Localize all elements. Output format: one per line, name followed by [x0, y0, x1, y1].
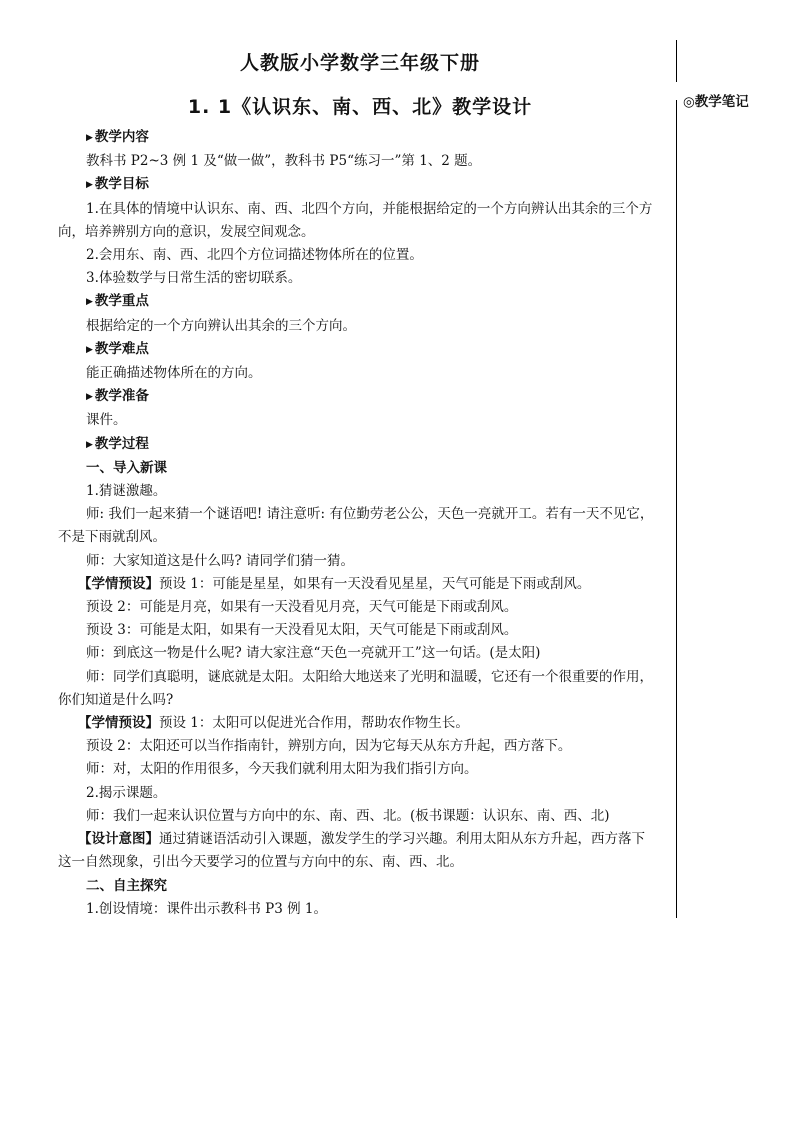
preset-line-3: 预设 3：可能是太阳，如果有一天没看见太阳，天气可能是下雨或刮风。 — [86, 622, 518, 639]
heading-process: ▶ 教学过程 — [86, 433, 672, 457]
heading-goals: ▶ 教学目标 — [86, 173, 672, 197]
preparation-text: 课件。 — [86, 412, 127, 429]
teacher-line-4b: 你们知道是什么吗? — [58, 691, 174, 708]
goal-2: 2.会用东、南、西、北四个方位词描述物体所在的位置。 — [86, 247, 423, 264]
key-points-text: 根据给定的一个方向辨认出其余的三个方向。 — [86, 317, 356, 334]
step-reveal-topic: 2.揭示课题。 — [86, 784, 167, 801]
preset-line-5: 预设 2：太阳还可以当作指南针，辨别方向，因为它每天从东方升起，西方落下。 — [86, 738, 572, 755]
teacher-line-5: 师：对，太阳的作用很多，今天我们就利用太阳为我们指引方向。 — [86, 761, 478, 778]
preset-line-2: 预设 2：可能是月亮，如果有一天没看见月亮，天气可能是下雨或刮风。 — [86, 599, 518, 616]
tag-learning-preset: 【学情预设】 — [78, 715, 159, 732]
design-intent-line-1: 【设计意图】通过猜谜语活动引入课题，激发学生的学习兴趣。利用太阳从东方升起，西方落下 — [78, 831, 645, 848]
triangle-icon: ▶ — [86, 392, 93, 403]
design-intent-line-2: 这一自然现象，引出今天要学习的位置与方向中的东、南、西、北。 — [58, 854, 463, 871]
teacher-line-1a: 师: 我们一起来猜一个谜语吧! 请注意听: 有位勤劳老公公，天色一亮就开工。若有一天不见它， — [86, 506, 654, 523]
tag-design-intent: 【设计意图】 — [78, 831, 159, 848]
notes-label: ◎教学笔记 — [683, 94, 749, 110]
preset-line-4: 【学情预设】预设 1：太阳可以促进光合作用，帮助农作物生长。 — [78, 715, 469, 732]
goal-1-line-2: 向，培养辨别方向的意识，发展空间观念。 — [58, 223, 315, 240]
step-riddle: 1.猜谜激趣。 — [86, 483, 167, 500]
triangle-icon: ▶ — [86, 344, 93, 355]
step-create-scene: 1.创设情境：课件出示教科书 P3 例 1。 — [86, 900, 328, 917]
triangle-icon: ▶ — [86, 133, 93, 143]
teacher-line-4a: 师：同学们真聪明，谜底就是太阳。太阳给大地送来了光明和温暖，它还有一个很重要的作用， — [86, 668, 653, 685]
page-title: 人教版小学数学三年级下册 — [239, 52, 480, 74]
lesson-title: 1. 1《认识东、南、西、北》教学设计 — [187, 96, 533, 118]
tag-learning-preset: 【学情预设】 — [78, 575, 159, 592]
triangle-icon: ▶ — [86, 297, 93, 308]
goal-3: 3.体验数学与日常生活的密切联系。 — [86, 270, 302, 287]
triangle-icon: ▶ — [86, 439, 93, 450]
difficulties-text: 能正确描述物体所在的方向。 — [86, 365, 262, 382]
heading-preparation: ▶ 教学准备 — [86, 385, 672, 409]
section-explore: 二、自主探究 — [86, 877, 167, 894]
teacher-line-2: 师：大家知道这是什么吗? 请同学们猜一猜。 — [86, 552, 355, 569]
divider-top — [676, 40, 677, 82]
lesson-body — [58, 126, 672, 921]
goal-1-line-1: 1.在具体的情境中认识东、南、西、北四个方向，并能根据给定的一个方向辨认出其余的三个方 — [86, 200, 653, 217]
content-text: 教科书 P2~3 例 1 及“做一做”，教科书 P5“练习一”第 1、2 题。 — [86, 153, 482, 170]
teacher-line-6: 师：我们一起来认识位置与方向中的东、南、西、北。(板书课题：认识东、南、西、北) — [86, 807, 610, 824]
preset-line-1: 【学情预设】预设 1：可能是星星，如果有一天没看见星星，天气可能是下雨或刮风。 — [78, 575, 591, 592]
teacher-line-1b: 不是下雨就刮风。 — [58, 529, 166, 546]
heading-content: ▶ 教学内容 — [86, 126, 672, 150]
heading-key-points: ▶ 教学重点 — [86, 290, 672, 314]
teacher-line-3: 师：到底这一物是什么呢? 请大家注意“天色一亮就开工”这一句话。(是太阳) — [86, 645, 541, 662]
heading-difficulties: ▶ 教学难点 — [86, 338, 672, 362]
divider-main — [676, 100, 677, 918]
triangle-icon: ▶ — [86, 180, 93, 191]
section-intro: 一、导入新课 — [86, 459, 167, 476]
